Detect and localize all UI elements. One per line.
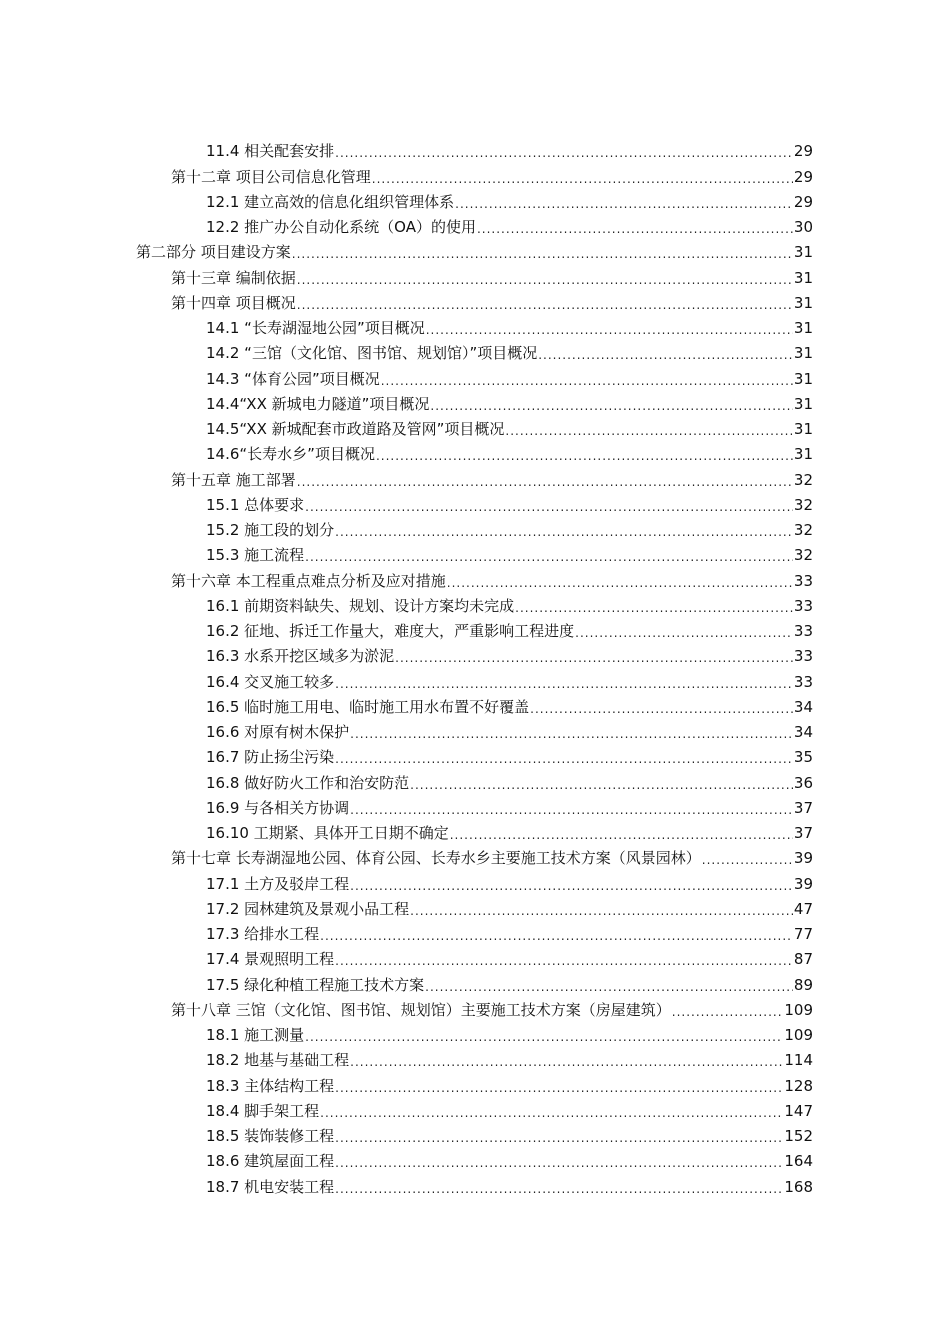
toc-entry-page-number: 36 (793, 773, 813, 792)
toc-entry-line (206, 976, 813, 994)
toc-entry-page-number: 31 (793, 344, 813, 363)
toc-entry-title: 14.3 “体育公园”项目概况 (206, 369, 380, 388)
toc-entry-line (206, 521, 813, 539)
toc-entry-page-number: 31 (793, 420, 813, 438)
toc-dot-leader (350, 879, 793, 893)
toc-entry-line (171, 471, 813, 489)
toc-entry-title: 15.3 施工流程 (206, 546, 305, 565)
toc-entry[interactable] (0, 568, 950, 593)
toc-dot-leader (335, 1182, 783, 1196)
toc-entry-line (171, 168, 813, 186)
toc-entry-title: 17.2 园林建筑及景观小品工程 (206, 899, 410, 918)
toc-dot-leader (505, 424, 793, 438)
toc-dot-leader (305, 500, 793, 514)
toc-dot-leader (455, 197, 793, 211)
toc-entry-page-number: 152 (784, 1127, 813, 1145)
toc-entry[interactable] (0, 1124, 950, 1149)
toc-entry[interactable] (0, 1048, 950, 1073)
toc-entry-page-number: 30 (793, 218, 813, 236)
toc-entry[interactable] (0, 139, 950, 164)
toc-entry-title: 18.4 脚手架工程 (206, 1101, 320, 1120)
toc-entry[interactable] (0, 922, 950, 947)
toc-entry-page-number: 168 (784, 1177, 813, 1196)
toc-entry-page-number: 128 (784, 1076, 813, 1095)
toc-entry-line (136, 243, 813, 261)
toc-dot-leader (702, 853, 793, 867)
toc-entry-page-number: 32 (793, 521, 813, 539)
toc-entry-title: 第二部分 项目建设方案 (136, 243, 291, 262)
toc-entry-page-number: 47 (793, 899, 813, 918)
toc-dot-leader (320, 1106, 783, 1120)
toc-entry-title: 16.7 防止扬尘污染 (206, 748, 335, 767)
toc-entry-line (206, 647, 813, 665)
toc-entry[interactable] (0, 442, 950, 467)
toc-entry-page-number: 114 (784, 1051, 813, 1070)
toc-entry-page-number: 77 (793, 925, 813, 943)
toc-entry-line (206, 496, 813, 514)
toc-entry-page-number: 31 (793, 319, 813, 337)
toc-entry-line (206, 925, 813, 943)
toc-dot-leader (335, 752, 793, 766)
toc-entry[interactable] (0, 215, 950, 240)
toc-dot-leader (320, 929, 793, 943)
toc-entry-page-number: 39 (793, 874, 813, 893)
toc-entry-page-number: 29 (793, 192, 813, 211)
toc-dot-leader (335, 677, 793, 691)
toc-entry[interactable] (0, 821, 950, 846)
toc-entry-line (206, 1077, 813, 1095)
toc-entry[interactable] (0, 594, 950, 619)
toc-entry[interactable] (0, 518, 950, 543)
toc-entry[interactable] (0, 240, 950, 265)
toc-entry-title: 16.4 交叉施工较多 (206, 672, 335, 691)
toc-entry-page-number: 39 (793, 849, 813, 868)
toc-entry-line (206, 142, 813, 160)
toc-entry-title: 18.1 施工测量 (206, 1026, 305, 1044)
toc-entry-title: 12.1 建立高效的信息化组织管理体系 (206, 192, 455, 211)
toc-entry-line (206, 445, 813, 463)
toc-entry-title: 17.3 给排水工程 (206, 925, 320, 943)
toc-dot-leader (335, 954, 793, 968)
toc-entry-line (206, 395, 813, 413)
toc-entry-page-number: 33 (793, 596, 813, 615)
toc-entry[interactable] (0, 1149, 950, 1174)
toc-entry-line (206, 420, 813, 438)
toc-entry-line (171, 294, 813, 312)
toc-entry-page-number: 37 (793, 798, 813, 817)
toc-entry-title: 第十二章 项目公司信息化管理 (171, 167, 371, 186)
toc-entry-line (206, 824, 813, 842)
toc-dot-leader (538, 348, 793, 362)
toc-entry-line (206, 1178, 813, 1196)
toc-entry[interactable] (0, 669, 950, 694)
toc-entry-title: 16.6 对原有树木保护 (206, 723, 350, 741)
toc-entry-page-number: 33 (793, 647, 813, 666)
toc-entry-line (206, 673, 813, 691)
toc-dot-leader (426, 323, 793, 337)
toc-entry-line (206, 875, 813, 893)
toc-entry-line (206, 900, 813, 918)
toc-entry-title: 第十四章 项目概况 (171, 293, 296, 312)
toc-entry-page-number: 89 (793, 975, 813, 994)
toc-dot-leader (297, 298, 793, 312)
toc-entry[interactable] (0, 871, 950, 896)
toc-entry-title: 17.1 土方及驳岸工程 (206, 874, 350, 893)
toc-entry-title: 12.2 推广办公自动化系统（OA）的使用 (206, 218, 476, 236)
toc-entry-line (171, 1001, 813, 1019)
toc-dot-leader (350, 803, 793, 817)
toc-entry[interactable] (0, 366, 950, 391)
toc-entry-line (206, 774, 813, 792)
toc-entry-title: 15.1 总体要求 (206, 495, 305, 514)
toc-dot-leader (515, 601, 793, 615)
toc-entry-line (206, 1026, 813, 1044)
toc-entry[interactable] (0, 644, 950, 669)
toc-dot-leader (335, 1156, 783, 1170)
toc-entry-line (206, 218, 813, 236)
toc-dot-leader (381, 374, 793, 388)
toc-entry-line (206, 748, 813, 766)
toc-entry-line (206, 950, 813, 968)
toc-entry-title: 14.6“长寿水乡”项目概况 (206, 445, 375, 464)
toc-entry-page-number: 32 (793, 495, 813, 514)
toc-dot-leader (297, 475, 793, 489)
toc-dot-leader (410, 904, 793, 918)
toc-entry[interactable] (0, 972, 950, 997)
toc-entry[interactable] (0, 265, 950, 290)
toc-entry[interactable] (0, 291, 950, 316)
toc-entry-page-number: 147 (784, 1101, 813, 1120)
toc-entry-page-number: 31 (793, 243, 813, 262)
toc-entry-title: 第十七章 长寿湖湿地公园、体育公园、长寿水乡主要施工技术方案（风景园林） (171, 849, 701, 868)
toc-dot-leader (395, 651, 793, 665)
toc-dot-leader (292, 247, 793, 261)
toc-entry[interactable] (0, 897, 950, 922)
toc-entry-title: 17.4 景观照明工程 (206, 950, 335, 969)
toc-entry[interactable] (0, 164, 950, 189)
toc-entry-line (206, 344, 813, 362)
toc-entry-line (206, 1102, 813, 1120)
toc-entry[interactable] (0, 1023, 950, 1048)
toc-dot-leader (297, 273, 793, 287)
toc-entry-title: 15.2 施工段的划分 (206, 521, 335, 539)
toc-entry-line (206, 370, 813, 388)
toc-dot-leader (425, 980, 793, 994)
toc-entry-title: 14.5“XX 新城配套市政道路及管网”项目概况 (206, 420, 505, 438)
toc-entry-title: 16.9 与各相关方协调 (206, 798, 350, 817)
toc-entry-page-number: 31 (793, 293, 813, 312)
toc-entry[interactable] (0, 745, 950, 770)
toc-entry-title: 第十三章 编制依据 (171, 268, 296, 287)
toc-entry-title: 16.2 征地、拆迁工作量大，难度大，严重影响工程进度 (206, 622, 575, 640)
toc-entry-title: 14.2 “三馆（文化馆、图书馆、规划馆）”项目概况 (206, 344, 538, 363)
toc-dot-leader (376, 449, 793, 463)
toc-dot-leader (335, 525, 793, 539)
toc-dot-leader (477, 222, 793, 236)
toc-entry-line (171, 849, 813, 867)
toc-entry-page-number: 33 (793, 622, 813, 640)
toc-dot-leader (350, 1055, 783, 1069)
toc-entry[interactable] (0, 770, 950, 795)
toc-entry-line (206, 193, 813, 211)
toc-entry-page-number: 29 (793, 142, 813, 161)
toc-entry-title: 18.7 机电安装工程 (206, 1177, 335, 1196)
toc-entry[interactable] (0, 316, 950, 341)
toc-entry[interactable] (0, 392, 950, 417)
toc-entry-line (171, 269, 813, 287)
toc-entry[interactable] (0, 467, 950, 492)
toc-entry-title: 18.6 建筑屋面工程 (206, 1152, 335, 1171)
toc-entry-line (206, 1152, 813, 1170)
toc-entry-page-number: 33 (793, 571, 813, 590)
toc-entry-title: 11.4 相关配套安排 (206, 142, 335, 161)
toc-entry-line (206, 723, 813, 741)
toc-entry-line (206, 1127, 813, 1145)
toc-entry-page-number: 164 (784, 1152, 813, 1171)
toc-entry-page-number: 109 (784, 1026, 813, 1044)
toc-entry-page-number: 109 (784, 1000, 813, 1019)
toc-entry-title: 第十六章 本工程重点难点分析及应对措施 (171, 571, 446, 590)
toc-dot-leader (410, 778, 793, 792)
toc-entry[interactable] (0, 720, 950, 745)
toc-dot-leader (350, 727, 793, 741)
toc-dot-leader (305, 1030, 783, 1044)
toc-entry-page-number: 31 (793, 445, 813, 464)
toc-entry-page-number: 35 (793, 748, 813, 767)
toc-entry-title: 18.5 装饰装修工程 (206, 1127, 335, 1145)
toc-entry-page-number: 29 (793, 167, 813, 186)
toc-dot-leader (372, 172, 793, 186)
toc-dot-leader (450, 828, 793, 842)
toc-entry-title: 17.5 绿化种植工程施工技术方案 (206, 975, 425, 994)
toc-entry-line (206, 799, 813, 817)
table-of-contents (0, 139, 950, 1200)
toc-entry-page-number: 87 (793, 950, 813, 969)
toc-entry-title: 第十五章 施工部署 (171, 470, 296, 489)
toc-entry-line (206, 698, 813, 716)
toc-dot-leader (575, 626, 793, 640)
toc-dot-leader (430, 399, 793, 413)
toc-dot-leader (335, 1081, 783, 1095)
toc-entry[interactable] (0, 493, 950, 518)
toc-entry-title: 14.4“XX 新城电力隧道”项目概况 (206, 394, 430, 413)
toc-entry-line (206, 1051, 813, 1069)
toc-entry-page-number: 33 (793, 672, 813, 691)
toc-entry[interactable] (0, 619, 950, 644)
toc-entry-line (206, 597, 813, 615)
toc-entry[interactable] (0, 341, 950, 366)
toc-entry[interactable] (0, 1073, 950, 1098)
toc-entry-title: 14.1 “长寿湖湿地公园”项目概况 (206, 319, 425, 337)
toc-entry[interactable] (0, 1174, 950, 1199)
toc-entry-page-number: 31 (793, 369, 813, 388)
toc-entry-page-number: 32 (793, 470, 813, 489)
toc-entry[interactable] (0, 190, 950, 215)
toc-entry-title: 16.8 做好防火工作和治安防范 (206, 773, 410, 792)
toc-dot-leader (530, 702, 793, 716)
toc-entry-title: 16.5 临时施工用电、临时施工用水布置不好覆盖 (206, 697, 530, 716)
toc-entry-page-number: 32 (793, 546, 813, 565)
toc-entry[interactable] (0, 1099, 950, 1124)
toc-entry-line (206, 319, 813, 337)
toc-dot-leader (335, 146, 793, 160)
toc-entry-title: 18.2 地基与基础工程 (206, 1051, 350, 1070)
toc-entry-page-number: 37 (793, 824, 813, 842)
toc-entry[interactable] (0, 846, 950, 871)
toc-dot-leader (335, 1131, 783, 1145)
toc-entry[interactable] (0, 947, 950, 972)
toc-entry-page-number: 31 (793, 268, 813, 287)
toc-dot-leader (447, 576, 793, 590)
toc-entry-title: 16.1 前期资料缺失、规划、设计方案均未完成 (206, 596, 515, 615)
toc-entry-line (206, 622, 813, 640)
toc-entry[interactable] (0, 417, 950, 442)
toc-entry-line (171, 572, 813, 590)
toc-entry-title: 16.3 水系开挖区域多为淤泥 (206, 647, 395, 666)
toc-entry[interactable] (0, 543, 950, 568)
toc-entry-title: 16.10 工期紧、具体开工日期不确定 (206, 824, 449, 842)
toc-entry[interactable] (0, 998, 950, 1023)
toc-entry-title: 18.3 主体结构工程 (206, 1076, 335, 1095)
toc-dot-leader (672, 1005, 784, 1019)
toc-entry-page-number: 31 (793, 394, 813, 413)
toc-dot-leader (305, 550, 793, 564)
toc-entry[interactable] (0, 695, 950, 720)
toc-entry-page-number: 34 (793, 697, 813, 716)
toc-entry-title: 第十八章 三馆（文化馆、图书馆、规划馆）主要施工技术方案（房屋建筑） (171, 1000, 671, 1019)
toc-entry-line (206, 546, 813, 564)
toc-entry-page-number: 34 (793, 723, 813, 741)
toc-entry[interactable] (0, 796, 950, 821)
